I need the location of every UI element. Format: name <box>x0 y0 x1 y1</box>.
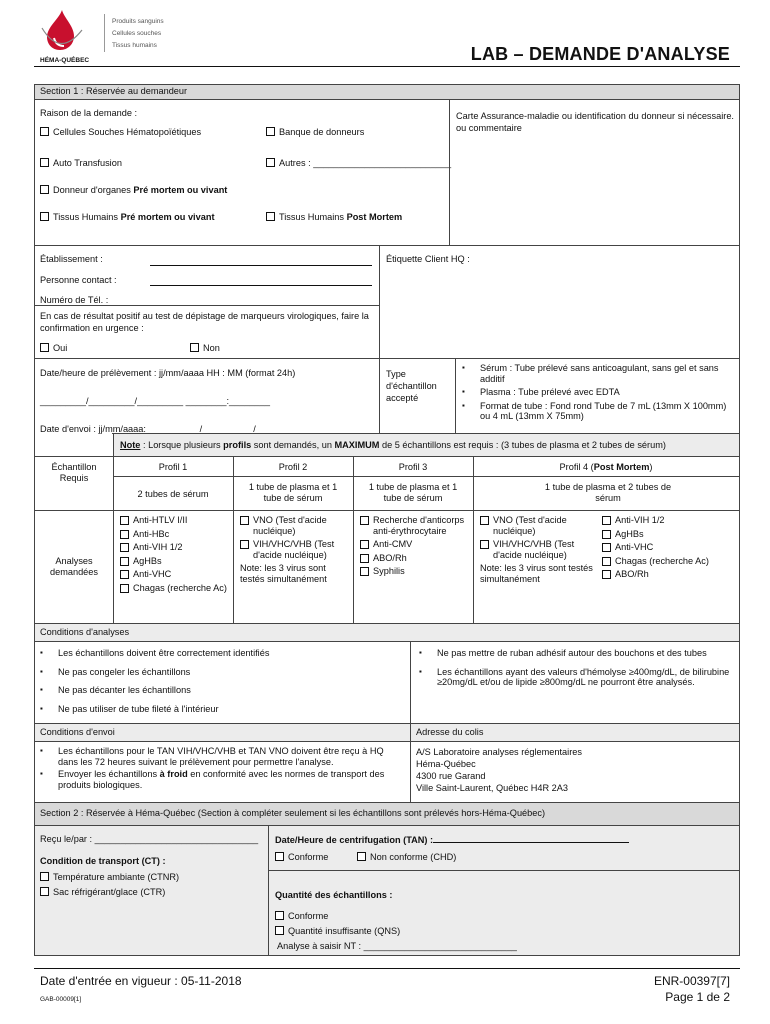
condition-transport-label: Condition de transport (CT) : <box>40 856 166 866</box>
section2-title: Section 2 : Réservée à Héma-Québec (Section à compléter seulement si les échantillons sont prélevés hors-Héma-Québec) <box>40 808 546 818</box>
analyses-label: Analyses demandées <box>49 556 98 577</box>
positif-text: En cas de résultat positif au test de dépistage de marqueurs virologiques, faire la confirmation en urgence : <box>40 311 369 333</box>
profil-2-name: Profil 2 <box>278 462 308 472</box>
type-label: Type d'échantillon accepté <box>386 369 437 403</box>
recu-field[interactable]: Reçu le/par : ________________________________ <box>40 834 259 844</box>
adresse-title: Adresse du colis <box>416 727 484 737</box>
adresse-block: A/S Laboratoire analyses réglementaires Héma-Québec 4300 rue Garand Ville Saint-Laurent, Québec H4R 2A3 <box>416 747 582 793</box>
date-prelevement-field[interactable]: _________/_________/_________ ________:________ <box>40 396 270 406</box>
profil-4-name: Profil 4 (Post Mortem) <box>559 462 653 472</box>
non-conforme-checkbox[interactable]: Non conforme (CHD) <box>357 852 456 862</box>
reason-auto[interactable]: Auto Transfusion <box>40 158 122 168</box>
carte-text: Carte Assurance-maladie ou identification du donneur si nécessaire. ou commentaire <box>456 111 734 133</box>
profil-4-tubes: 1 tube de plasma et 2 tubes de sérum <box>544 482 672 503</box>
profil-1-analyses[interactable]: Anti-HTLV I/II Anti-HBc Anti-VIH 1/2 AgHBs Anti-VHC Chagas (recherche Ac) <box>120 515 230 596</box>
profil-3-name: Profil 3 <box>398 462 428 472</box>
etiquette-label: Étiquette Client HQ : <box>386 254 470 264</box>
note-row: Note : Lorsque plusieurs profils sont demandés, un MAXIMUM de 5 échantillons est requis : (3 tubes de plasma et 2 tubes de sérum) <box>120 440 666 450</box>
page-title: LAB – DEMANDE D'ANALYSE <box>470 44 730 64</box>
date-vigueur: Date d'entrée en vigueur : 05-11-2018 <box>40 974 242 988</box>
org-name: HÉMA-QUÉBEC <box>40 57 90 64</box>
profil-4a-analyses[interactable]: VNO (Test d'acide nucléique) VIH/VHC/VHB (Test d'acide nucléique) Note: les 3 virus sont testés simultanément <box>480 515 593 585</box>
q-insuffisante-checkbox[interactable]: Quantité insuffisante (QNS) <box>275 926 400 936</box>
contact-field[interactable] <box>150 285 372 286</box>
section1-title: Section 1 : Réservée au demandeur <box>40 86 188 96</box>
q-conforme-checkbox[interactable]: Conforme <box>275 911 328 921</box>
envoi-title: Conditions d'envoi <box>40 727 115 737</box>
type-list: ▪ Sérum : Tube prélevé sans anticoagulant, sans gel et sans additif ▪ Plasma : Tube prélevé avec EDTA ▪ Format de tube : Fond rond Tube de 7 mL (13mm X 100mm) ou 4 mL (13mm X 75mm) <box>458 363 736 428</box>
reason-label: Raison de la demande : <box>40 108 138 118</box>
conditions-left: ▪ Les échantillons doivent être correctement identifiés ▪ Ne pas congeler les échantillons ▪ Ne pas décanter les échantillons ▪ Ne pas utiliser de tube fileté à l'intérieur <box>36 648 408 720</box>
echantillon-requis: Échantillon Requis <box>51 462 97 483</box>
profil-2-analyses[interactable]: VNO (Test d'acide nucléique) VIH/VHC/VHB (Test d'acide nucléique) Note: les 3 virus sont testés simultanément <box>240 515 335 585</box>
centrifugation-field[interactable]: Date/Heure de centrifugation (TAN) : <box>275 834 629 845</box>
analyse-saisir-field[interactable]: Analyse à saisir NT : ______________________________ <box>277 941 517 951</box>
tagline: Produits sanguins Cellules souches Tissus humains <box>112 18 164 49</box>
conditions-title: Conditions d'analyses <box>40 627 130 637</box>
non-checkbox[interactable]: Non <box>190 343 220 353</box>
profil-4b-analyses[interactable]: Anti-VIH 1/2 AgHBs Anti-VHC Chagas (recherche Ac) ABO/Rh <box>602 515 736 583</box>
code-right: ENR-00397[7] <box>653 974 730 988</box>
tel-label: Numéro de Tél. : <box>40 295 109 305</box>
conditions-right: ▪ Ne pas mettre de ruban adhésif autour des bouchons et des tubes ▪ Les échantillons ayant des valeurs d'hémolyse ≥400mg/dL, de bilirubine ≥20mg/dL et/ou de lipide ≥800mg/dL ne pourront être analysés. <box>415 648 737 694</box>
date-prelevement-label: Date/heure de prélèvement : jj/mm/aaaa HH : MM (format 24h) <box>40 368 296 378</box>
etablissement-label: Établissement : <box>40 254 103 264</box>
reason-cellules[interactable]: Cellules Souches Hématopoïétiques <box>40 127 201 137</box>
reason-tissus-post[interactable]: Tissus Humains Post Mortem <box>266 212 402 222</box>
profil-3-tubes: 1 tube de plasma et 1 tube de sérum <box>368 482 458 503</box>
reason-autres[interactable]: Autres : ___________________________ <box>266 158 451 168</box>
temp-ambiante-checkbox[interactable]: Température ambiante (CTNR) <box>40 872 179 882</box>
reason-tissus[interactable]: Tissus Humains Pré mortem ou vivant <box>40 212 215 222</box>
oui-checkbox[interactable]: Oui <box>40 343 67 353</box>
envoi-list: ▪ Les échantillons pour le TAN VIH/VHC/VHB et TAN VNO doivent être reçu à HQ dans les 72 heures suivant le prélèvement pour permettre l'analyse. ▪ Envoyer les échantillons à froid en conformité avec les normes de transport des produits biologiques. <box>36 746 406 796</box>
profil-3-analyses[interactable]: Recherche d'anticorps anti-érythrocytaire Anti-CMV ABO/Rh Syphilis <box>360 515 470 580</box>
profil-1-name: Profil 1 <box>158 462 188 472</box>
code-left: GAB-00009[1] <box>40 996 82 1003</box>
contact-label: Personne contact : <box>40 275 117 285</box>
reason-organes[interactable]: Donneur d'organes Pré mortem ou vivant <box>40 185 227 195</box>
page-number: Page 1 de 2 <box>665 990 730 1004</box>
conforme-checkbox[interactable]: Conforme <box>275 852 328 862</box>
profil-2-tubes: 1 tube de plasma et 1 tube de sérum <box>248 482 338 503</box>
etablissement-field[interactable] <box>150 265 372 266</box>
quantite-label: Quantité des échantillons : <box>275 890 393 900</box>
sac-checkbox[interactable]: Sac réfrigérant/glace (CTR) <box>40 887 165 897</box>
profil-1-tubes: 2 tubes de sérum <box>137 489 209 499</box>
reason-banque[interactable]: Banque de donneurs <box>266 127 364 137</box>
hema-quebec-logo-icon <box>40 8 104 60</box>
date-envoi[interactable]: Date d'envoi : jj/mm/aaaa: __________/__________/__________ <box>40 424 307 434</box>
